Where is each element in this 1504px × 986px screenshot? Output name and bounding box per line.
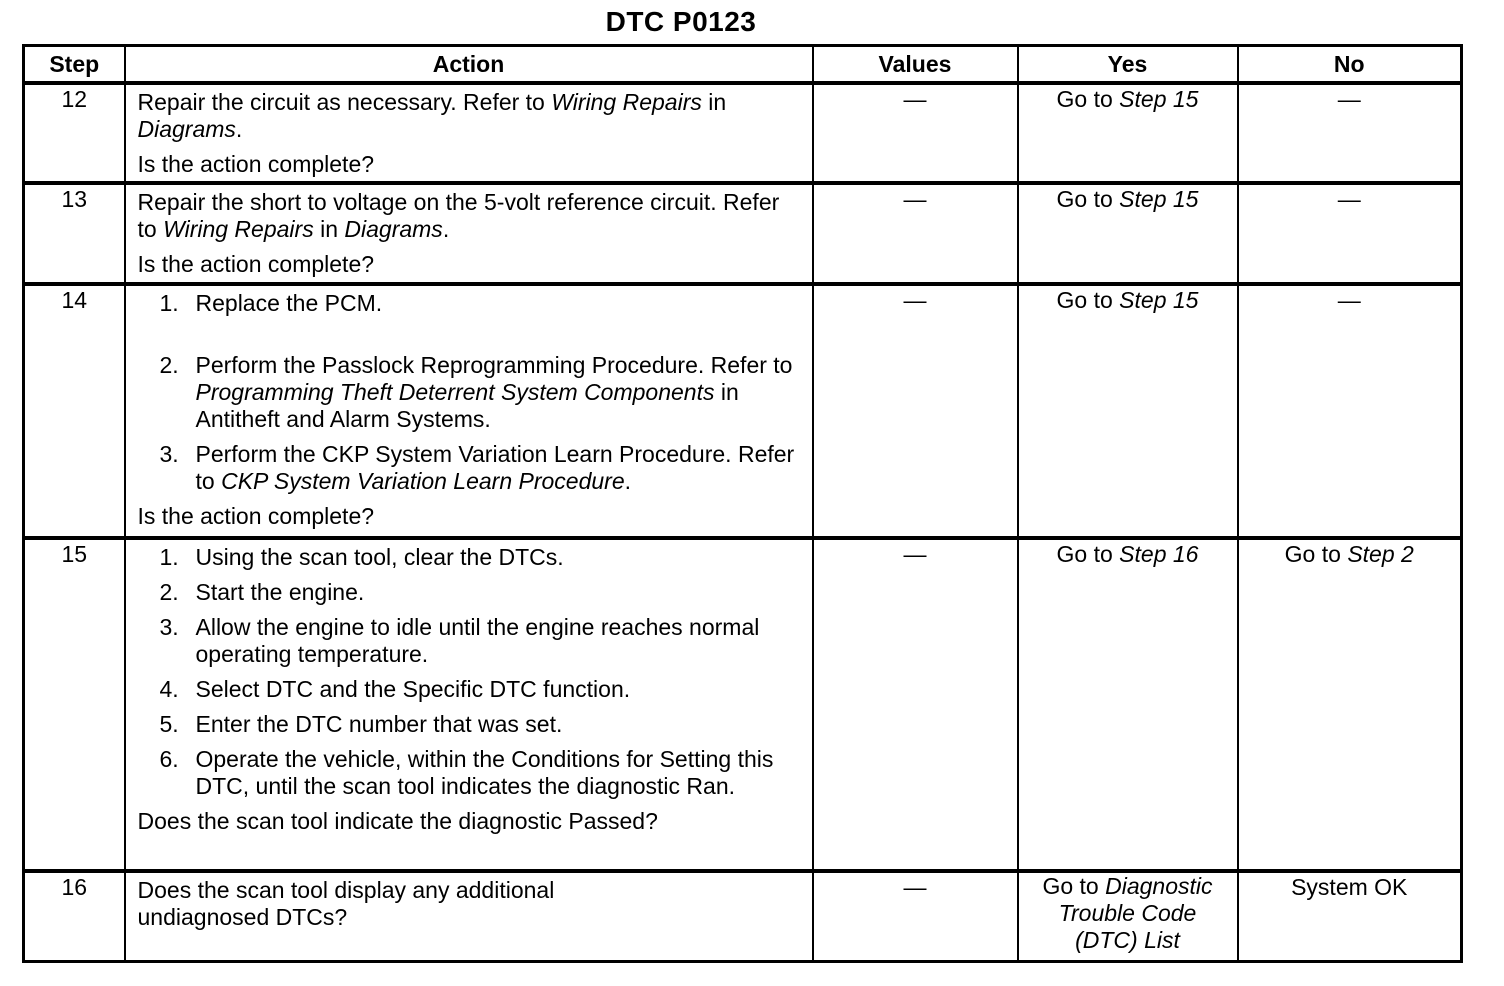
list-item: 2. Start the engine. [159,579,365,605]
action-cell [125,83,813,183]
no-cell: System OK [1238,871,1462,961]
yes-cell: Go to Diagnostic Trouble Code (DTC) List [1018,871,1238,961]
list-item: 3. Perform the CKP System Variation Learn Procedure. Refer to CKP System Variation Learn Procedure. [159,441,795,494]
values-cell: — [813,83,1018,183]
table-row-step-16 [24,871,1462,961]
list-item: 4. Select DTC and the Specific DTC function. [159,676,631,702]
list-item: 6. Operate the vehicle, within the Conditions for Setting this DTC, until the scan tool indicates the diagnostic Ran. [159,746,774,799]
table-row-step-14 [24,284,1462,538]
list-item: 1. Replace the PCM. [159,290,383,316]
action-question: Is the action complete? [137,251,375,277]
yes-cell: Go to Step 15 [1018,183,1238,284]
yes-step-reference: Step 15 [1119,287,1199,313]
page-title: DTC P0123 [605,6,757,37]
dtc-table [22,44,1463,963]
diagrams-reference: Diagrams [344,216,443,242]
values-cell: — [813,538,1018,871]
action-question: Is the action complete? [137,151,375,177]
values-cell: — [813,284,1018,538]
table-row-step-15 [24,538,1462,871]
yes-step-reference: Step 15 [1119,186,1199,212]
header-values: Values [813,46,1018,84]
yes-cell: Go to Step 15 [1018,83,1238,183]
programming-theft-deterrent-reference: Programming Theft Deterrent System Components [195,379,715,405]
no-cell: — [1238,83,1462,183]
table-row-step-12 [24,83,1462,183]
yes-step-reference: Step 15 [1119,86,1199,112]
step-number: 12 [24,83,125,183]
diagrams-reference: Diagrams [137,116,236,142]
action-question: Does the scan tool display any additional undiagnosed DTCs? [137,877,555,930]
wiring-repairs-reference: Wiring Repairs [551,89,702,115]
action-cell [125,284,813,538]
header-no: No [1238,46,1462,84]
no-cell: Go to Step 2 [1238,538,1462,871]
action-question: Is the action complete? [137,503,375,529]
header-action: Action [125,46,813,84]
table-header-row [24,46,1462,84]
list-item: 5. Enter the DTC number that was set. [159,711,563,737]
action-question: Does the scan tool indicate the diagnostic Passed? [137,808,658,834]
wiring-repairs-reference: Wiring Repairs [163,216,314,242]
action-cell [125,183,813,284]
dtc-list-reference: Diagnostic Trouble Code (DTC) List [1058,873,1213,953]
procedure-list [138,290,802,495]
table-row-step-13 [24,183,1462,284]
no-step-reference: Step 2 [1347,541,1414,567]
action-text: Repair the circuit as necessary. Refer to Wiring Repairs in Diagrams. [137,89,727,142]
procedure-list [138,544,802,800]
values-cell: — [813,871,1018,961]
step-number: 16 [24,871,125,961]
ckp-variation-learn-reference: CKP System Variation Learn Procedure [221,468,625,494]
yes-cell: Go to Step 16 [1018,538,1238,871]
step-number: 15 [24,538,125,871]
list-item: 1. Using the scan tool, clear the DTCs. [159,544,564,570]
list-item: 2. Perform the Passlock Reprogramming Procedure. Refer to Programming Theft Deterrent System Components in Antitheft and Alarm Systems. [159,352,793,432]
list-item: 3. Allow the engine to idle until the engine reaches normal operating temperature. [159,614,760,667]
no-cell: — [1238,284,1462,538]
action-cell [125,538,813,871]
step-number: 13 [24,183,125,284]
action-text: Repair the short to voltage on the 5-volt reference circuit. Refer to Wiring Repairs in Diagrams. [137,189,780,242]
step-number: 14 [24,284,125,538]
header-yes: Yes [1018,46,1238,84]
values-cell: — [813,183,1018,284]
no-cell: — [1238,183,1462,284]
yes-cell: Go to Step 15 [1018,284,1238,538]
action-cell [125,871,813,961]
header-step: Step [24,46,125,84]
yes-step-reference: Step 16 [1119,541,1199,567]
